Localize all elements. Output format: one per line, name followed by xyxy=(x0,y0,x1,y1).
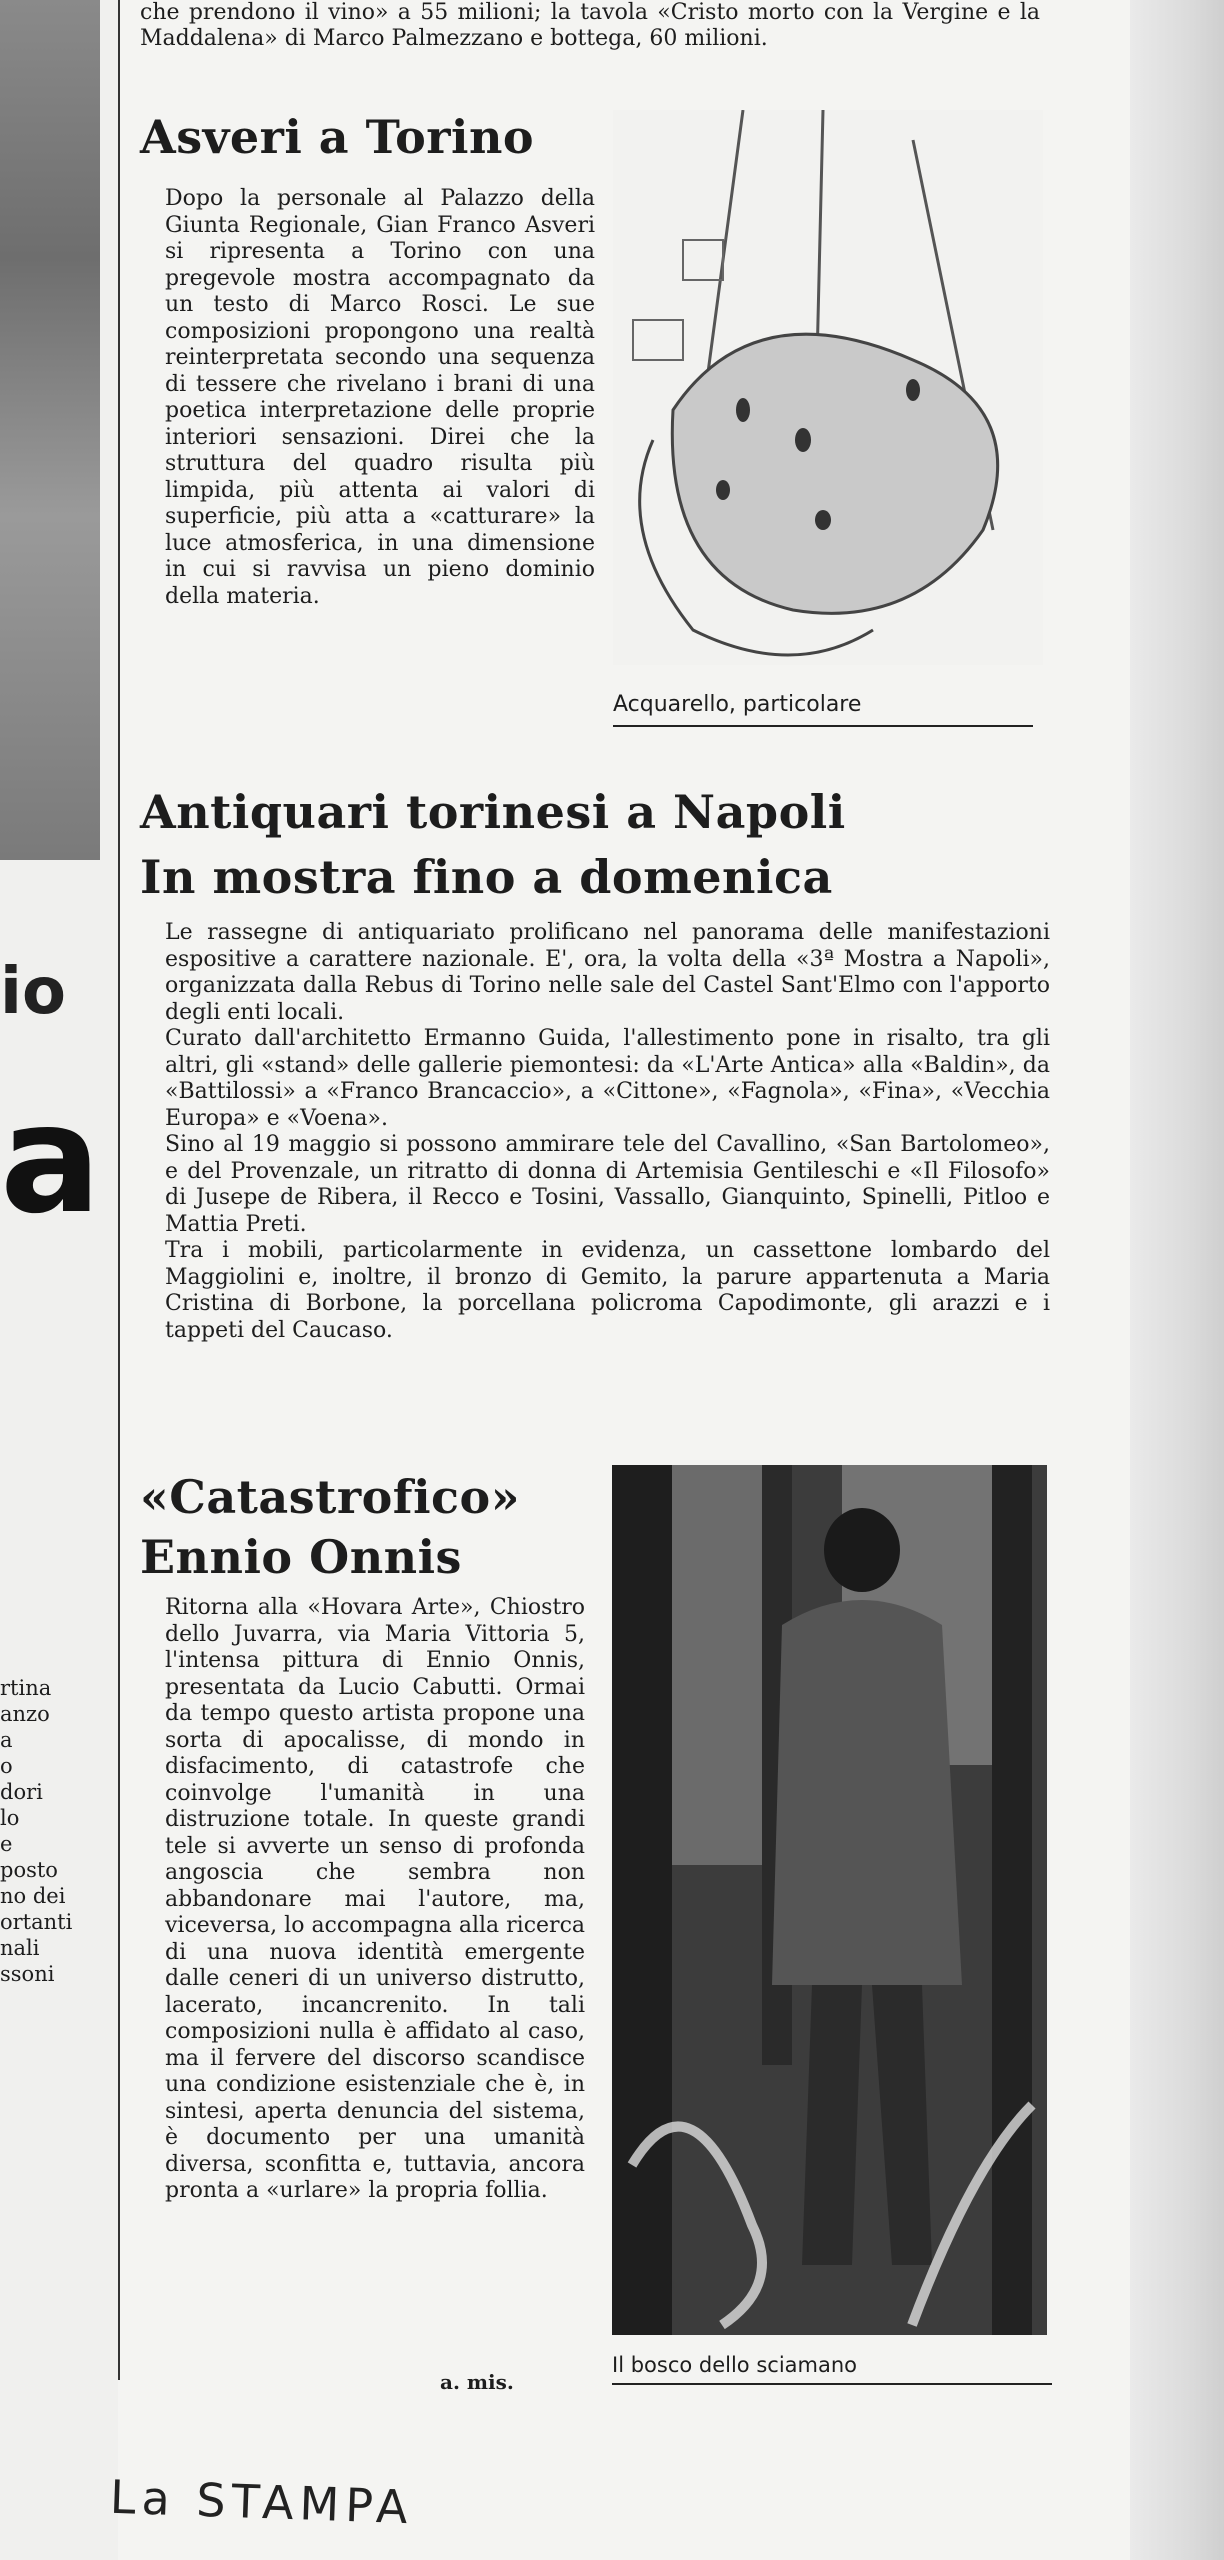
fragment-line: anzo xyxy=(0,1702,50,1726)
fragment-line: rtina xyxy=(0,1676,52,1700)
fragment-line: posto xyxy=(0,1858,58,1882)
paragraph: Sino al 19 maggio si possono ammirare tele del Cavallino, «San Bartolomeo», e del Provenzale, un ritratto di donna di Artemisia Gentileschi e «Il Filosofo» di Jusepe de Ribera, il Recco e Tosini, Vassallo, Gianquinto, Spinelli, Pitloo e Mattia Preti. xyxy=(165,1132,1050,1237)
article-body xyxy=(165,920,1050,1344)
article-headline: «Catastrofico» xyxy=(140,1470,520,1524)
caption-rule xyxy=(612,2383,1052,2385)
fragment-line: nali xyxy=(0,1936,40,1960)
fragment-line: ssoni xyxy=(0,1962,55,1986)
watercolor-illustration xyxy=(613,110,1043,665)
fragment-line: o xyxy=(0,1754,13,1778)
article-body: Dopo la personale al Palazzo della Giunta Regionale, Gian Franco Asveri si ripresenta a Torino con una pregevole mostra accompagnato da un testo di Marco Rosci. Le sue composizioni propongono una realtà reinterpretata secondo una sequenza di tessere che rivelano i brani di una poetica interpretazione delle proprie interiori sensazioni. Direi che la struttura del quadro risulta più limpida, più attenta ai valori di superficie, più atta a «catturare» la luce atmosferica, in una dimensione in cui si ravvisa un pieno dominio della materia. xyxy=(165,186,595,609)
fragment-line: lo xyxy=(0,1806,20,1830)
adjacent-photo-fragment xyxy=(0,0,100,860)
image-caption: Acquarello, particolare xyxy=(613,692,862,717)
image-caption: Il bosco dello sciamano xyxy=(612,2353,858,2377)
fragment-line: ortanti xyxy=(0,1910,73,1934)
column-divider xyxy=(118,0,120,2380)
paragraph: Le rassegne di antiquariato prolificano nel panorama delle manifestazioni espositive a carattere nazionale. E', ora, la volta della «3ª Mostra a Napoli», organizzata dalla Rebus di Torino nelle sale del Castel Sant'Elmo con l'apporto degli enti locali. xyxy=(165,920,1050,1025)
paragraph: Tra i mobili, particolarmente in evidenza, un cassettone lombardo del Maggiolini e, inoltre, il bronzo di Gemito, la parure appartenuta a Maria Cristina di Borbone, la porcellana policroma Capodimonte, gli arazzi e i tappeti del Caucaso. xyxy=(165,1238,1050,1343)
article-headline: Antiquari torinesi a Napoli xyxy=(140,785,846,839)
article-headline: Asveri a Torino xyxy=(140,110,535,164)
author-signature: a. mis. xyxy=(440,2370,514,2394)
adjacent-headline-letter: a xyxy=(0,1073,102,1247)
handwritten-source-note: La STAMPA xyxy=(109,2469,415,2535)
adjacent-text-fragments xyxy=(0,1675,110,1987)
paragraph: Curato dall'architetto Ermanno Guida, l'allestimento pone in risalto, tra gli altri, gli «stand» delle gallerie piemontesi: da «L'Arte Antica» alla «Baldin», da «Battilossi» a «Franco Brancaccio», a «Cittone», «Fagnola», «Fina», «Vecchia Europa» e «Voena». xyxy=(165,1026,1050,1131)
fragment-line: e xyxy=(0,1832,13,1856)
article-subheadline: In mostra fino a domenica xyxy=(140,850,833,904)
fragment-line: no dei xyxy=(0,1884,66,1908)
painting-photo xyxy=(612,1465,1047,2335)
article-subheadline: Ennio Onnis xyxy=(140,1530,462,1584)
fragment-line: a xyxy=(0,1728,13,1752)
article-body: Ritorna alla «Hovara Arte», Chiostro dello Juvarra, via Maria Vittoria 5, l'intensa pittura di Ennio Onnis, presentata da Lucio Cabutti. Ormai da tempo questo artista propone una sorta di apocalisse, di mondo in disfacimento, di catastrofe che coinvolge l'umanità in una distruzione totale. In queste grandi tele si avverte un senso di profonda angoscia che sembra non abbandonare mai l'autore, ma, viceversa, lo accompagna alla ricerca di una nuova identità emergente dalle ceneri di un universo distrutto, lacerato, incancrenito. In tali composizioni nulla è affidato al caso, ma il fervere del discorso scandisce una condizione esistenziale che è, in sintesi, aperta denuncia del sistema, è documento per una umanità diversa, sconfitta e, tuttavia, ancora pronta a «urlare» la propria follia. xyxy=(165,1595,586,2203)
fragment-line: dori xyxy=(0,1780,43,1804)
carryover-text: che prendono il vino» a 55 milioni; la tavola «Cristo morto con la Vergine e la Maddalena» di Marco Palmezzano e bottega, 60 milioni. xyxy=(140,0,1040,51)
page-edge-shadow xyxy=(1130,0,1224,2560)
caption-rule xyxy=(613,725,1033,727)
adjacent-headline-fragment: io xyxy=(0,955,66,1029)
